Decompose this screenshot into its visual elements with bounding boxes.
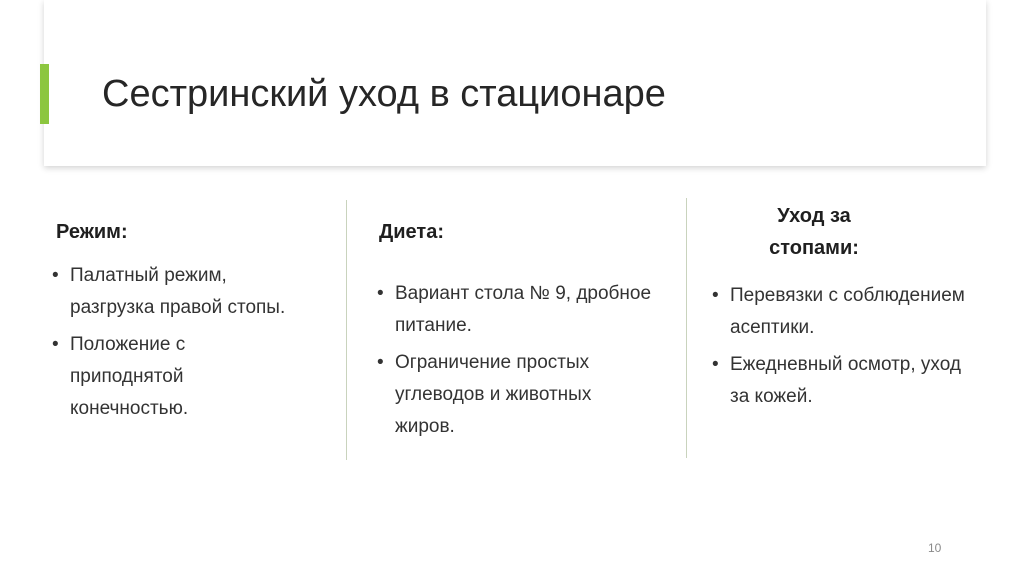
column-heading-regimen: Режим: (56, 221, 128, 243)
page-number: 10 (928, 541, 942, 555)
list-item: • Палатный режим, разгрузка правой стопы. (52, 260, 302, 324)
list-item: • Ограничение простых углеводов и животных жиров. (377, 347, 652, 443)
column-divider (346, 200, 347, 460)
list-item: • Ежедневный осмотр, уход за кожей. (712, 349, 977, 413)
list-item: • Положение с приподнятой конечностью. (52, 329, 302, 425)
column-heading-diet: Диета: (379, 221, 444, 243)
bullet-list-regimen (52, 260, 302, 430)
column-divider (686, 198, 687, 458)
bullet-list-diet (377, 278, 652, 448)
slide-title: Сестринский уход в стационаре (102, 73, 666, 115)
bullet-list-foot-care (712, 280, 977, 418)
list-item: • Вариант стола № 9, дробное питание. (377, 278, 652, 342)
column-heading-foot-care: Уход за стопами: (769, 205, 859, 259)
title-accent-bar (40, 64, 49, 124)
list-item: • Перевязки с соблюдением асептики. (712, 280, 977, 344)
